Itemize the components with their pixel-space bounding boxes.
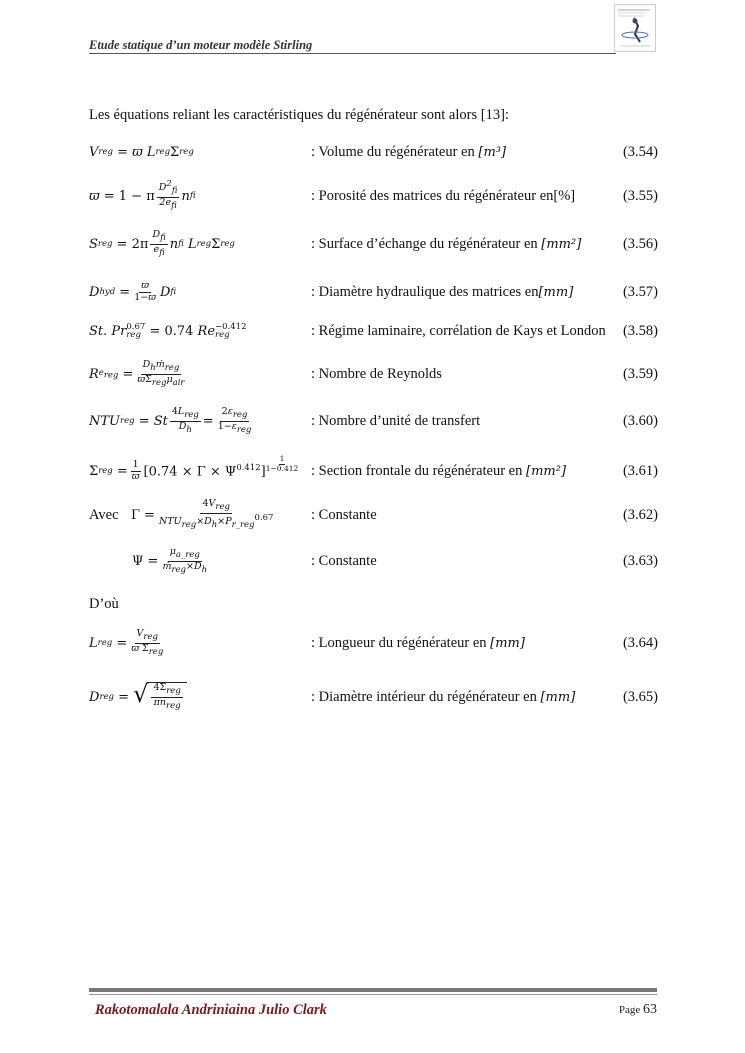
footer-page-number: Page 63 xyxy=(618,1002,657,1017)
equation-number: (3.54) xyxy=(622,143,658,160)
header-rule xyxy=(89,53,616,54)
equation-formula: ϖ = 1 − π $\frac{D^2_{fi}}{2e_{fi}}$ n fi xyxy=(89,179,196,211)
equation-number: (3.60) xyxy=(622,412,658,429)
equation-row-3-62 xyxy=(89,500,659,530)
equation-number: (3.58) xyxy=(622,322,658,339)
equation-number: (3.61) xyxy=(622,462,658,479)
equation-description: : Nombre de Reynolds xyxy=(311,365,442,382)
equation-formula: St. Pr 0.67 reg = 0.74 Re −0.412 reg xyxy=(89,321,247,340)
equation-row-3-61 xyxy=(89,456,659,486)
equation-number: (3.56) xyxy=(622,235,658,252)
equation-description: : Régime laminaire, corrélation de Kays et London xyxy=(311,322,606,339)
intro-text: Les équations reliant les caractéristiques du régénérateur sont alors [13]: xyxy=(89,107,509,123)
equation-row-3-60 xyxy=(89,406,659,436)
equation-row-3-57 xyxy=(89,277,659,307)
equation-row-3-55 xyxy=(89,181,659,211)
equation-formula: S reg = 2π $\frac{D_{fi}}{e_{fi}}$ n fi L reg Σ reg xyxy=(89,228,235,258)
equation-row-3-59 xyxy=(89,359,659,389)
equation-formula: R $e_{reg}$ = $\frac{D_hṁ_{reg}}{ϖ\Sigma_{reg}\mu_{air}}$ xyxy=(89,358,185,388)
equation-row-3-65 xyxy=(89,682,659,712)
equation-row-3-56 xyxy=(89,229,659,259)
footer-author: Rakotomalala Andriniaina Julio Clark xyxy=(95,1002,327,1018)
equation-number: (3.62) xyxy=(622,506,658,523)
equation-formula: D reg = √ $\frac{4\Sigma_{reg}}{\pi n_{reg}}$ xyxy=(89,682,187,712)
institution-logo xyxy=(614,4,656,52)
equation-description: : Surface d’échange du régénérateur en [mm²] xyxy=(311,235,582,252)
equation-description: : Section frontale du régénérateur en [mm²] xyxy=(311,462,567,479)
equation-formula: NTU reg = St $\frac{4L_{reg}}{D_h}$ = $\frac{2\varepsilon_{reg}}{1-\varepsilon_{reg}}$ xyxy=(89,405,252,435)
equation-description: : Diamètre intérieur du régénérateur en [mm] xyxy=(311,688,576,705)
page-header-title: Etude statique d’un moteur modèle Stirling xyxy=(89,38,313,52)
equation-description: : Constante xyxy=(311,552,377,569)
equation-number: (3.57) xyxy=(622,283,658,300)
equation-row-3-63 xyxy=(89,546,659,576)
equation-number: (3.65) xyxy=(622,688,658,705)
equation-formula: Ψ = $\frac{\mu_{a\_reg}}{ṁ_{reg}\times D_h}$ xyxy=(132,545,208,575)
equation-formula: V reg = ϖ L reg Σ reg xyxy=(89,144,194,160)
equation-formula: D hyd = $\frac{ϖ}{1-ϖ}$ D fi xyxy=(89,279,177,303)
dou-label: D’où xyxy=(89,596,119,612)
footer-rule xyxy=(89,988,657,992)
equation-row-3-58 xyxy=(89,316,659,346)
equation-description: : Porosité des matrices du régénérateur en[%] xyxy=(311,187,576,204)
equation-formula: Avec Γ = $\frac{4V_{reg}}{NTU_{reg}\times D_h\times P_{r\_reg}^{0.67}}$ xyxy=(89,498,274,530)
avec-label: Avec xyxy=(89,506,119,523)
equation-row-3-64 xyxy=(89,628,659,658)
equation-formula: Σ reg = $\frac{1}{ϖ}$ $[0.74 \times \Gamma \times \Psi^{0.412}]$ 1 1−0.412 xyxy=(89,454,299,482)
equation-description: : Nombre d’unité de transfert xyxy=(311,412,481,429)
equation-description: : Constante xyxy=(311,506,377,523)
equation-row-3-54 xyxy=(89,137,659,167)
equation-formula: L reg = $\frac{V_{reg}}{ϖ \Sigma_{reg}}$ xyxy=(89,627,164,657)
equation-description: : Volume du régénérateur en [m³] xyxy=(311,143,507,160)
equation-description: : Longueur du régénérateur en [mm] xyxy=(311,634,525,651)
equation-description: : Diamètre hydraulique des matrices en [mm] xyxy=(311,283,574,300)
equation-number: (3.64) xyxy=(622,634,658,651)
equation-number: (3.63) xyxy=(622,552,658,569)
footer-rule-thin xyxy=(89,994,657,995)
equation-number: (3.55) xyxy=(622,187,658,204)
equation-number: (3.59) xyxy=(622,365,658,382)
